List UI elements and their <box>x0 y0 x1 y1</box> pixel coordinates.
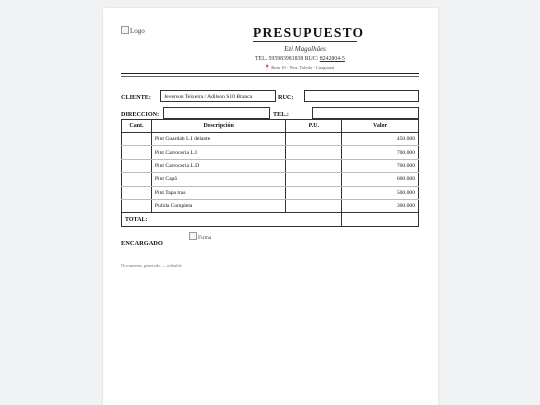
title-underline <box>253 41 357 42</box>
cliente-field[interactable]: Jeverson Teixeira / Adilson S10 Branca <box>160 90 276 102</box>
encargado-label: ENCARGADO <box>121 240 163 247</box>
cell-cant[interactable] <box>122 173 152 186</box>
direccion-field[interactable] <box>163 107 270 119</box>
table-row <box>122 146 419 159</box>
cell-descripcion[interactable]: Pint Guardab L.I delante <box>151 133 286 146</box>
col-header-valor: Valor <box>342 120 419 133</box>
cell-valor[interactable]: 450.000 <box>342 133 419 146</box>
contact-tel: TEL. 595983981838 <box>255 56 304 62</box>
cell-pu[interactable] <box>286 146 342 159</box>
header-divider-thin <box>121 76 419 77</box>
tel-label: TEL.: <box>273 111 289 118</box>
signature-alt-text: Firma <box>198 235 212 241</box>
cell-cant[interactable] <box>122 186 152 199</box>
cliente-label: CLIENTE: <box>121 94 151 101</box>
business-name: Ezi Magalhães <box>284 45 326 53</box>
cell-valor[interactable]: 600.000 <box>342 173 419 186</box>
cell-pu[interactable] <box>286 186 342 199</box>
col-header-descripcion: Descripción <box>151 120 286 133</box>
table-header-row <box>122 120 419 133</box>
cell-cant[interactable] <box>122 133 152 146</box>
footer-note: Documento generado — editable <box>121 263 182 268</box>
logo-image <box>121 26 145 35</box>
table-row <box>122 133 419 146</box>
document-title: PRESUPUESTO <box>253 25 365 40</box>
direccion-label: DIRECCION: <box>121 111 160 118</box>
logo-alt-text: Logo <box>130 27 145 35</box>
ruc-label: RUC: <box>278 94 294 101</box>
col-header-cant: Cant. <box>122 120 152 133</box>
table-row <box>122 199 419 212</box>
address-line <box>264 65 334 71</box>
contact-ruc-value: 8242804-5 <box>319 56 345 62</box>
total-row <box>122 213 419 227</box>
cell-pu[interactable] <box>286 199 342 212</box>
cell-cant[interactable] <box>122 146 152 159</box>
table-row <box>122 159 419 172</box>
cell-descripcion[interactable]: Pint Tapa tras <box>151 186 286 199</box>
cell-valor[interactable]: 500.000 <box>342 186 419 199</box>
cell-descripcion[interactable]: Pint Carroceria L.I <box>151 146 286 159</box>
document-page <box>103 8 438 405</box>
cell-cant[interactable] <box>122 199 152 212</box>
contact-line <box>255 56 345 62</box>
contact-ruc-label: RUC: <box>304 56 319 62</box>
items-table <box>121 119 419 227</box>
broken-image-icon <box>189 232 197 240</box>
total-label: TOTAL: <box>122 213 342 227</box>
signature-image <box>189 232 211 241</box>
cell-pu[interactable] <box>286 173 342 186</box>
broken-image-icon <box>121 26 129 34</box>
cell-descripcion[interactable]: Pulida Completa <box>151 199 286 212</box>
cell-descripcion[interactable]: Pint Capô <box>151 173 286 186</box>
table-row <box>122 173 419 186</box>
table-row <box>122 186 419 199</box>
cell-valor[interactable]: 300.000 <box>342 199 419 212</box>
ruc-field[interactable] <box>304 90 419 102</box>
col-header-pu: P.U. <box>286 120 342 133</box>
header-divider <box>121 73 419 74</box>
address-text: Ruta 10 - Nva. Toledo - Cuaguazú <box>271 65 335 70</box>
total-value[interactable] <box>342 213 419 227</box>
map-pin-icon: 📍 <box>264 66 271 71</box>
cell-cant[interactable] <box>122 159 152 172</box>
tel-field[interactable] <box>312 107 419 119</box>
cell-pu[interactable] <box>286 159 342 172</box>
cell-valor[interactable]: 700.000 <box>342 159 419 172</box>
cell-valor[interactable]: 700.000 <box>342 146 419 159</box>
cell-descripcion[interactable]: Pint Carroceria L.D <box>151 159 286 172</box>
cell-pu[interactable] <box>286 133 342 146</box>
